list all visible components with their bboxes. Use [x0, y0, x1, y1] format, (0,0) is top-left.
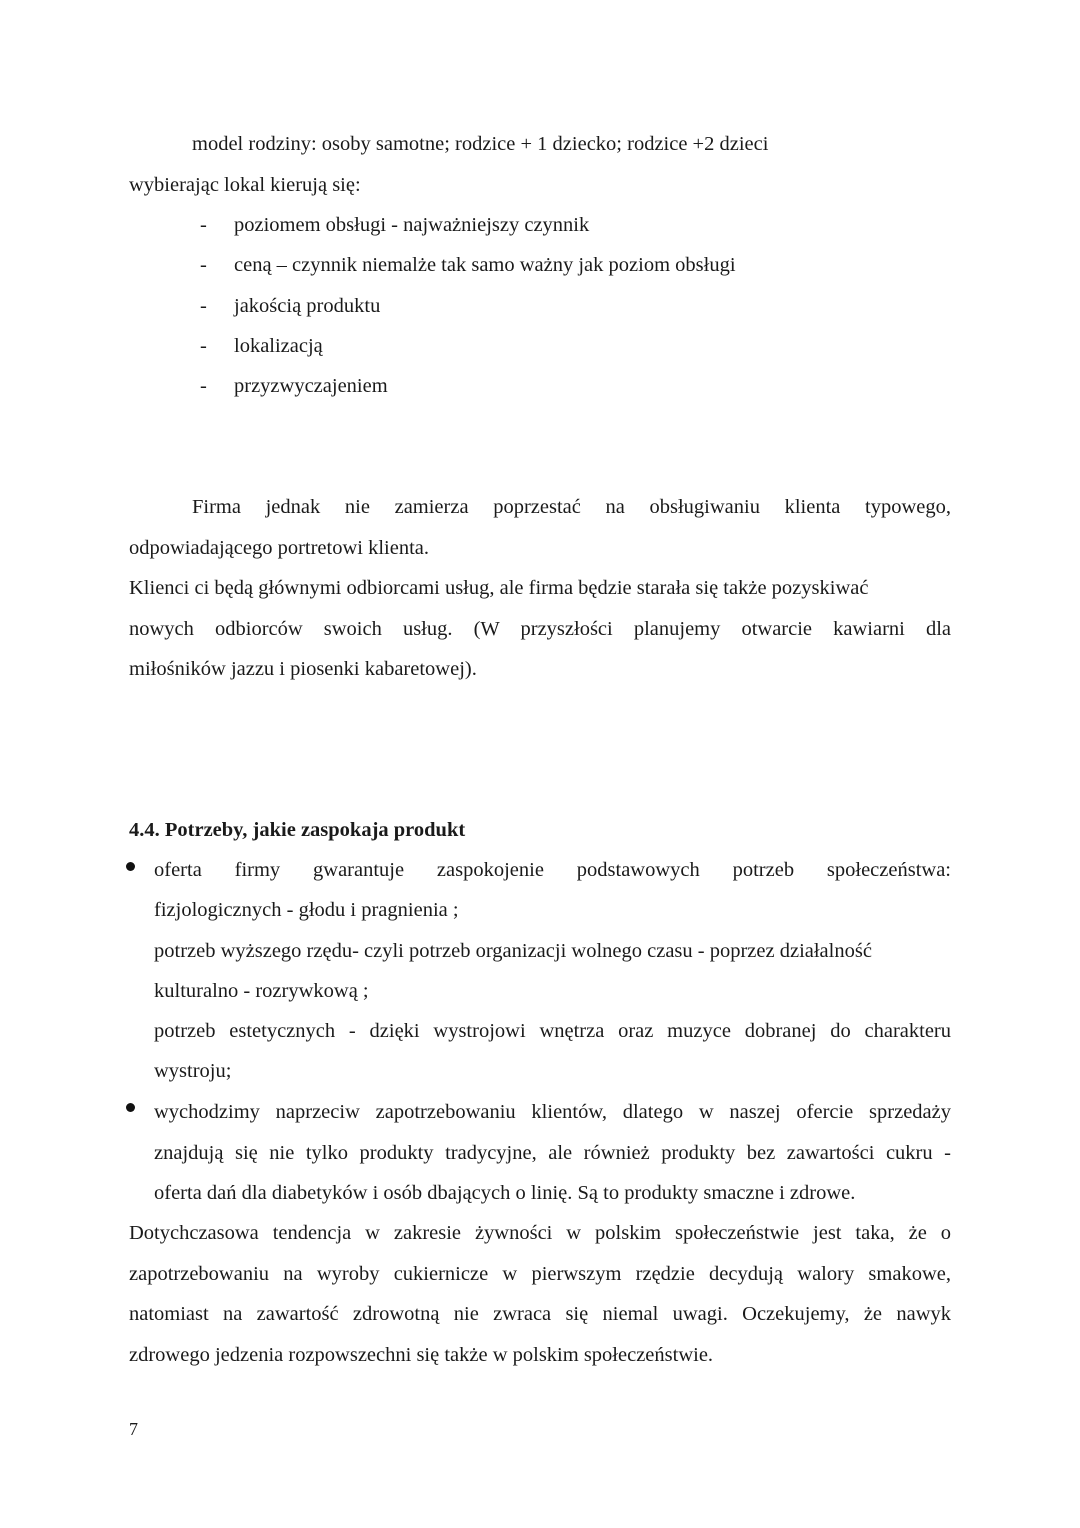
paragraph-line: miłośników jazzu i piosenki kabaretowej). — [129, 658, 477, 680]
paragraph-line: Dotychczasowa tendencja w zakresie żywności w polskim społeczeństwie jest taka, że o — [129, 1222, 951, 1244]
list-item: jakością produktu — [234, 295, 381, 317]
list-item: lokalizacją — [234, 335, 323, 357]
paragraph-line: nowych odbiorców swoich usług. (W przyszłości planujemy otwarcie kawiarni dla — [129, 618, 951, 640]
bullet-line: wychodzimy naprzeciw zapotrzebowaniu klientów, dlatego w naszej ofercie sprzedaży — [154, 1101, 951, 1123]
section-heading: 4.4. Potrzeby, jakie zaspokaja produkt — [129, 819, 466, 841]
list-dash: - — [200, 295, 207, 317]
bullet-line: oferta dań dla diabetyków i osób dbających o linię. Są to produkty smaczne i zdrowe. — [154, 1182, 856, 1204]
list-dash: - — [200, 254, 207, 276]
bullet-icon — [126, 1103, 135, 1112]
family-model-text: model rodziny: osoby samotne; rodzice + 1 dziecko; rodzice +2 dzieci — [192, 133, 769, 155]
bullet-icon — [126, 862, 135, 871]
paragraph-line: zapotrzebowaniu na wyroby cukiernicze w pierwszym rzędzie decydują walory smakowe, — [129, 1263, 951, 1285]
choosing-lead-text: wybierając lokal kierują się: — [129, 174, 361, 196]
list-dash: - — [200, 214, 207, 236]
bullet-line: znajdują się nie tylko produkty tradycyjne, ale również produkty bez zawartości cukru - — [154, 1142, 951, 1164]
list-item: przyzwyczajeniem — [234, 375, 388, 397]
bullet-line: potrzeb wyższego rzędu- czyli potrzeb organizacji wolnego czasu - poprzez działalność — [154, 940, 872, 962]
bullet-line: potrzeb estetycznych - dzięki wystrojowi wnętrza oraz muzyce dobranej do charakteru — [154, 1020, 951, 1042]
bullet-line: wystroju; — [154, 1060, 232, 1082]
paragraph-line: Klienci ci będą głównymi odbiorcami usług, ale firma będzie starała się także pozyskiwać — [129, 577, 869, 599]
list-item: poziomem obsługi - najważniejszy czynnik — [234, 214, 590, 236]
list-dash: - — [200, 375, 207, 397]
paragraph-line: zdrowego jedzenia rozpowszechni się także w polskim społeczeństwie. — [129, 1344, 714, 1366]
list-item: ceną – czynnik niemalże tak samo ważny jak poziom obsługi — [234, 254, 736, 276]
list-dash: - — [200, 335, 207, 357]
bullet-line: fizjologicznych - głodu i pragnienia ; — [154, 899, 459, 921]
paragraph-line: odpowiadającego portretowi klienta. — [129, 537, 429, 559]
paragraph-line: natomiast na zawartość zdrowotną nie zwraca się niemal uwagi. Oczekujemy, że nawyk — [129, 1303, 951, 1325]
bullet-line: kulturalno - rozrywkową ; — [154, 980, 369, 1002]
page-number: 7 — [129, 1419, 138, 1439]
bullet-line: oferta firmy gwarantuje zaspokojenie podstawowych potrzeb społeczeństwa: — [154, 859, 951, 881]
paragraph-line: Firma jednak nie zamierza poprzestać na obsługiwaniu klienta typowego, — [192, 496, 951, 518]
